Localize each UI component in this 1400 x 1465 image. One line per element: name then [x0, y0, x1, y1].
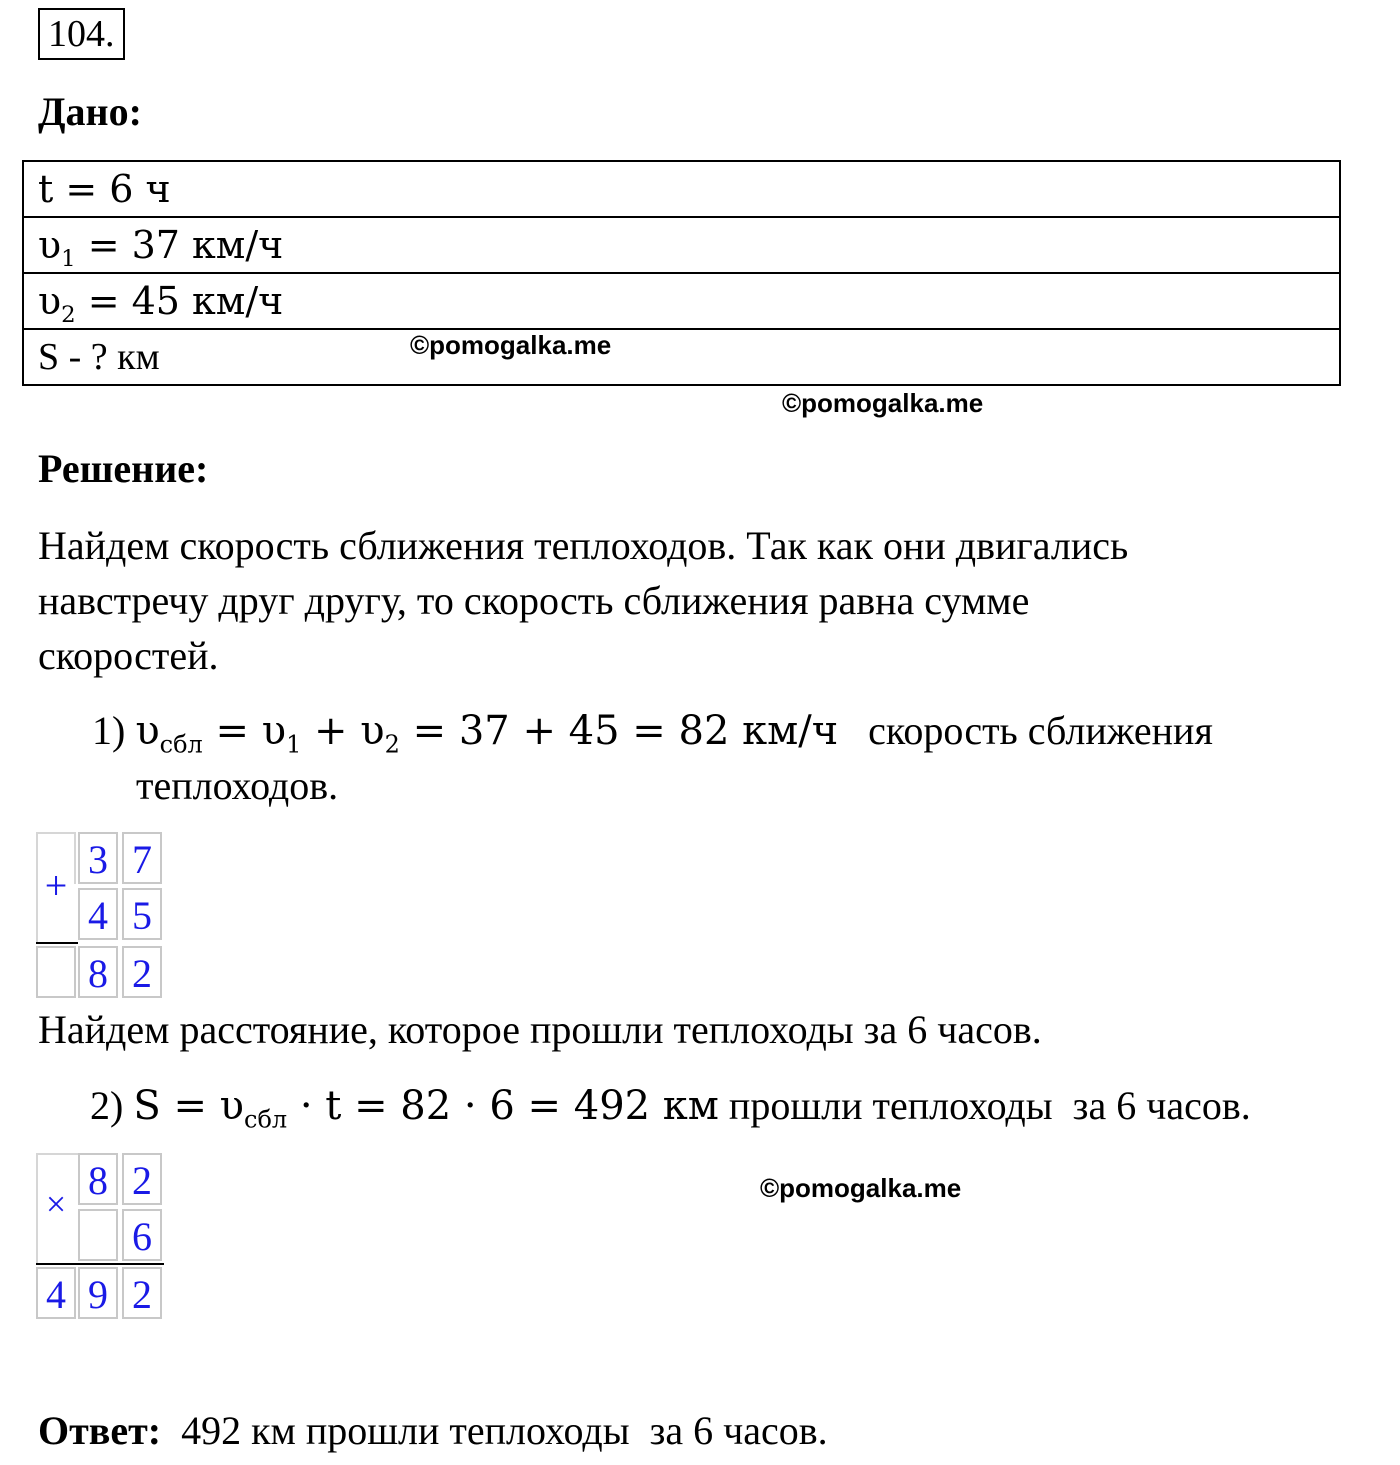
given-var: υ [38, 278, 62, 323]
grid-cell: 2 [122, 1153, 162, 1205]
given-row-unknown [23, 329, 1340, 385]
intro-line: навстречу друг другу, то скорость сближения равна сумме [38, 578, 1030, 623]
solution-heading: Решение: [38, 446, 209, 491]
grid-cell: 2 [122, 1267, 162, 1319]
given-var-subscript: 2 [61, 301, 76, 328]
watermark: ©pomogalka.me [760, 1173, 962, 1203]
watermark: ©pomogalka.me [782, 388, 984, 418]
given-unknown: S - ? км [38, 336, 160, 378]
given-var: υ [38, 222, 62, 267]
formula-part: = 37 + 45 = 82 км/ч [399, 708, 839, 754]
grid-cell [78, 1209, 118, 1261]
multiply-sign: × [45, 1184, 67, 1224]
solution-intro [38, 518, 1128, 683]
formula-subscript: 1 [286, 730, 302, 759]
answer-text: 492 км прошли теплоходы за 6 часов. [161, 1408, 828, 1453]
given-heading: Дано: [38, 89, 142, 134]
formula-subscript: сбл [159, 730, 203, 759]
given-row-time [23, 161, 1340, 217]
intro-line: скоростей. [38, 633, 219, 678]
formula-part: + υ [301, 708, 385, 754]
grid-cell: 6 [122, 1209, 162, 1261]
given-value: = 6 ч [53, 166, 171, 211]
grid-cell: 5 [122, 888, 162, 940]
given-var-subscript: 1 [61, 245, 76, 272]
multiplication-column [36, 1153, 166, 1323]
grid-cell: 3 [78, 832, 118, 884]
given-value: = 45 км/ч [75, 278, 284, 323]
formula-part: · t = 82 · 6 = 492 км [287, 1083, 719, 1129]
formula-part: = υ [202, 708, 287, 754]
grid-cell: 9 [78, 1267, 118, 1319]
step-explanation: скорость сближения [838, 708, 1213, 753]
grid-cell: 2 [122, 946, 162, 998]
given-value: = 37 км/ч [75, 222, 284, 267]
product-rule [36, 1263, 78, 1265]
plus-sign: + [44, 863, 68, 908]
task-number: 104. [38, 8, 125, 60]
step-1-continuation: теплоходов. [136, 763, 339, 808]
step-explanation: прошли теплоходы за 6 часов. [718, 1083, 1251, 1128]
given-var: t [38, 166, 54, 211]
given-table [22, 160, 1341, 386]
formula-v: υ [135, 708, 160, 754]
grid-cell [36, 946, 76, 998]
step-1 [92, 703, 1213, 759]
given-row-speed-2 [23, 273, 1340, 329]
grid-cell: 8 [78, 1153, 118, 1205]
answer-label: Ответ: [38, 1408, 162, 1453]
intro-line: Найдем скорость сближения теплоходов. Так как они двигались [38, 523, 1129, 568]
watermark: ©pomogalka.me [410, 330, 612, 360]
sum-rule [36, 942, 78, 944]
grid-cell: 7 [122, 832, 162, 884]
grid-cell: 4 [36, 1267, 76, 1319]
step-number: 2) [90, 1083, 134, 1128]
formula-subscript: сбл [244, 1105, 288, 1134]
step-2 [90, 1078, 1251, 1134]
step-number: 1) [92, 708, 136, 753]
find-distance-text: Найдем расстояние, которое прошли теплоходы за 6 часов. [38, 1007, 1042, 1052]
addition-column [36, 832, 166, 1002]
answer [38, 1403, 828, 1458]
formula-subscript: 2 [384, 730, 400, 759]
product-rule [78, 1263, 164, 1265]
formula-part: S = υ [133, 1083, 244, 1129]
grid-cell: 8 [78, 946, 118, 998]
given-row-speed-1 [23, 217, 1340, 273]
grid-cell: 4 [78, 888, 118, 940]
